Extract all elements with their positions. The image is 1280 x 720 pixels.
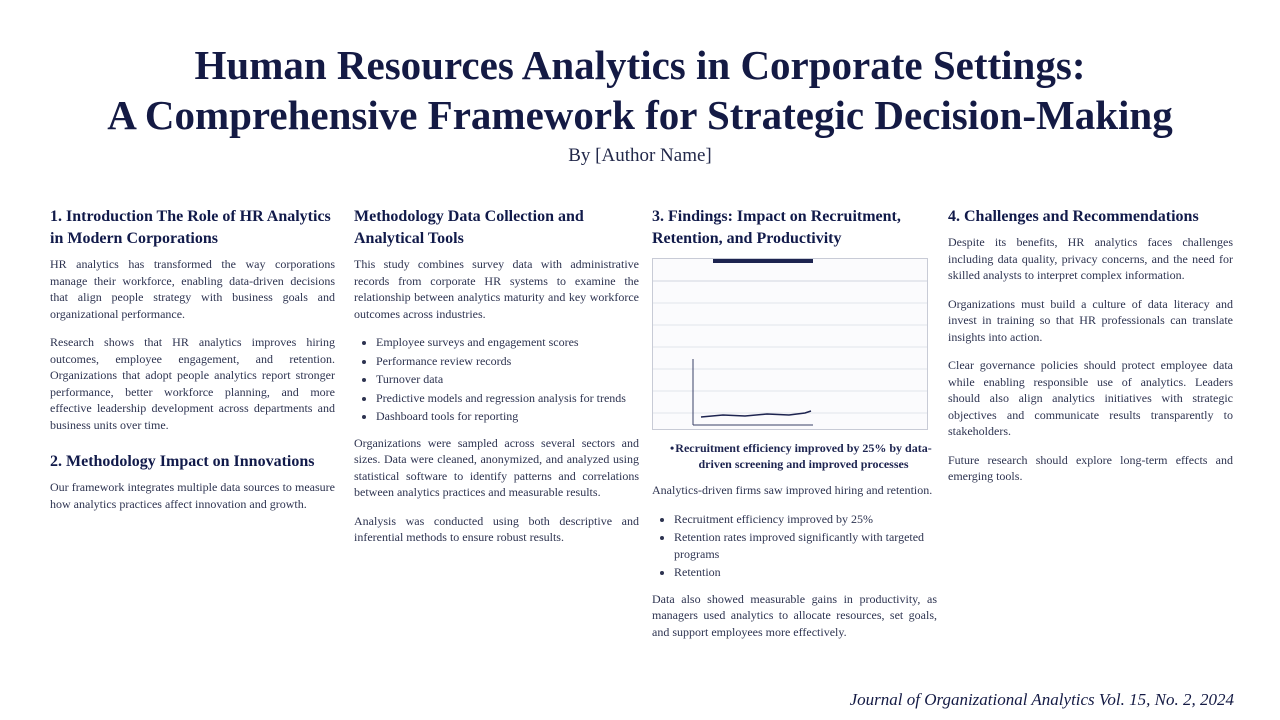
list-item: • Performance review records bbox=[376, 353, 639, 370]
list-item: • Retention bbox=[674, 564, 937, 581]
paragraph: Analytics-driven firms saw improved hiring and retention. bbox=[652, 483, 933, 497]
paragraph: Future research should explore long-term effects and emerging tools. bbox=[948, 452, 1233, 483]
findings-figure bbox=[652, 258, 928, 430]
column-introduction bbox=[50, 206, 335, 524]
paragraph: Our framework integrates multiple data sources to measure how analytics practices affect innovation and growth. bbox=[50, 480, 335, 511]
figure-header-bar bbox=[713, 259, 813, 263]
section-heading: 4. Challenges and Recommendations bbox=[948, 208, 1199, 225]
paragraph: HR analytics has transformed the way corporations manage their workforce, enabling data-driven decisions that align people strategy with business goals and organizational performance. bbox=[50, 257, 335, 321]
column-findings bbox=[652, 206, 937, 652]
list-item: • Predictive models and regression analysis for trends bbox=[376, 390, 639, 407]
list-item: • Recruitment efficiency improved by 25% bbox=[674, 511, 937, 528]
paper-title-line-1: Human Resources Analytics in Corporate Settings: bbox=[194, 42, 1086, 88]
list-item: • Turnover data bbox=[376, 371, 639, 388]
list-item: • Retention rates improved significantly with targeted programs bbox=[674, 529, 937, 562]
paragraph: Clear governance policies should protect employee data while enabling responsible use of analytics. Leaders should also align analytics initiatives with strategic objectives and communicate results transparently to stakeholders. bbox=[948, 358, 1233, 438]
bullet-list bbox=[652, 511, 937, 581]
paragraph: Despite its benefits, HR analytics faces challenges including data quality, privacy concerns, and the need for skilled analysts to interpret complex information. bbox=[948, 235, 1233, 282]
paragraph: Data also showed measurable gains in productivity, as managers used analytics to allocate resources, set goals, and support employees more effectively. bbox=[652, 591, 937, 639]
column-challenges bbox=[948, 206, 1233, 497]
figure-caption: • Recruitment efficiency improved by 25% by data-driven screening and improved processes bbox=[652, 440, 937, 472]
section-heading: 3. Findings: Impact on Recruitment, Retention, and Productivity bbox=[652, 208, 901, 247]
journal-footer: Journal of Organizational Analytics Vol. 15, No. 2, 2024 bbox=[849, 690, 1234, 709]
list-item: • Employee surveys and engagement scores bbox=[376, 334, 639, 351]
paragraph: Organizations must build a culture of data literacy and invest in training so that HR professionals can translate insights into action. bbox=[948, 296, 1233, 344]
author-byline: By [Author Name] bbox=[568, 145, 712, 166]
list-item: • Dashboard tools for reporting bbox=[376, 408, 639, 425]
paper-title-line-2: A Comprehensive Framework for Strategic Decision-Making bbox=[107, 92, 1173, 138]
figure-graphic bbox=[653, 259, 927, 429]
paragraph: Analysis was conducted using both descriptive and inferential methods to ensure robust results. bbox=[354, 513, 639, 544]
bullet-list bbox=[354, 334, 639, 425]
column-methodology bbox=[354, 206, 639, 558]
paragraph: Organizations were sampled across several sectors and sizes. Data were cleaned, anonymized, and analyzed using statistical software to identify patterns and correlations between analytics practices and measurable results. bbox=[354, 435, 639, 499]
section-heading: 2. Methodology Impact on Innovations bbox=[50, 453, 315, 470]
paragraph: This study combines survey data with administrative records from corporate HR systems to examine the relationship between analytics maturity and key workforce outcomes across industries. bbox=[354, 257, 639, 321]
section-heading: Methodology Data Collection and Analytical Tools bbox=[354, 208, 584, 247]
trend-line bbox=[701, 411, 811, 417]
section-heading: 1. Introduction The Role of HR Analytics in Modern Corporations bbox=[50, 208, 331, 247]
paragraph: Research shows that HR analytics improves hiring outcomes, employee engagement, and retention. Organizations that adopt people analytics report stronger performance, better workforce planning, and more effective leadership development across departments and business units over time. bbox=[50, 335, 335, 432]
